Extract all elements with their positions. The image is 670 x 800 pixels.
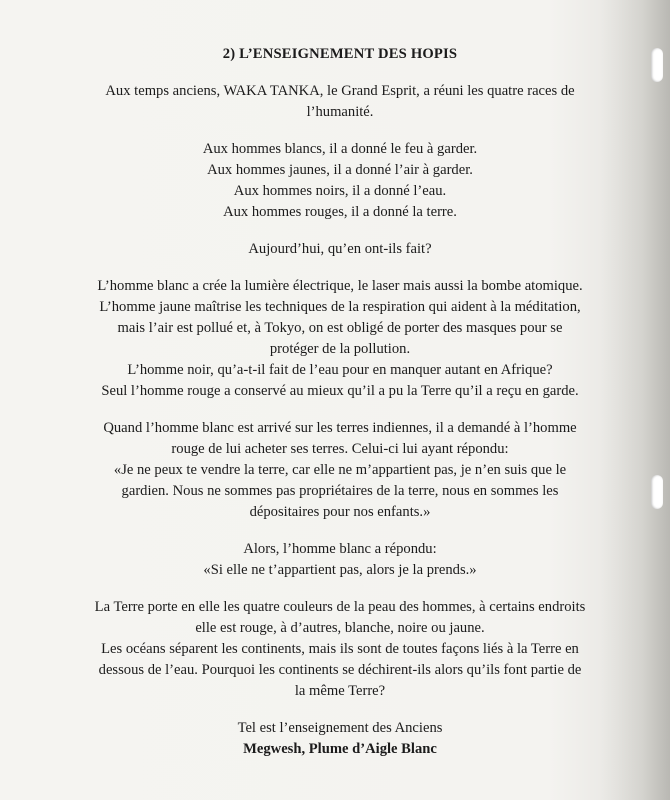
paragraph-deeds bbox=[60, 276, 620, 402]
text-line: Aux hommes jaunes, il a donné l’air à garder. bbox=[207, 162, 473, 178]
binder-hole-bottom bbox=[651, 475, 663, 509]
page-title: 2) L’ENSEIGNEMENT DES HOPIS bbox=[222, 46, 458, 62]
text-line: Aujourd’hui, qu’en ont-ils fait? bbox=[248, 241, 432, 257]
paragraph-earth bbox=[60, 597, 620, 702]
text-line: Quand l’homme blanc est arrivé sur les terres indiennes, il a demandé à l’homme bbox=[103, 420, 577, 436]
paragraph-reply bbox=[60, 539, 620, 581]
paragraph-question bbox=[60, 239, 620, 260]
text-line: Seul l’homme rouge a conservé au mieux qu’il a pu la Terre qu’il a reçu en garde. bbox=[101, 383, 579, 399]
text-line: L’homme jaune maîtrise les techniques de la respiration qui aident à la méditation, bbox=[99, 299, 581, 315]
text-line: «Je ne peux te vendre la terre, car elle ne m’appartient pas, je n’en suis que le bbox=[113, 462, 567, 478]
text-line: protéger de la pollution. bbox=[269, 341, 411, 357]
text-line: gardien. Nous ne sommes pas propriétaires de la terre, nous en sommes les bbox=[121, 483, 559, 499]
binder-hole-top bbox=[651, 48, 663, 82]
text-line: Aux temps anciens, WAKA TANKA, le Grand Esprit, a réuni les quatre races de bbox=[105, 83, 575, 99]
text-line: elle est rouge, à d’autres, blanche, noire ou jaune. bbox=[195, 620, 485, 636]
text-line: Aux hommes rouges, il a donné la terre. bbox=[223, 204, 457, 220]
text-line: Les océans séparent les continents, mais ils sont de toutes façons liés à la Terre en bbox=[101, 641, 579, 657]
text-line: Alors, l’homme blanc a répondu: bbox=[243, 541, 437, 557]
text-line: la même Terre? bbox=[294, 683, 386, 699]
paragraph-arrival bbox=[60, 418, 620, 523]
signature: Megwesh, Plume d’Aigle Blanc bbox=[243, 741, 437, 757]
text-line: «Si elle ne t’appartient pas, alors je la prends.» bbox=[203, 562, 477, 578]
text-line: l’humanité. bbox=[306, 104, 374, 120]
text-line: La Terre porte en elle les quatre couleurs de la peau des hommes, à certains endroits bbox=[94, 599, 586, 615]
text-line: mais l’air est pollué et, à Tokyo, on est obligé de porter des masques pour se bbox=[117, 320, 563, 336]
text-line: Aux hommes blancs, il a donné le feu à garder. bbox=[202, 141, 478, 157]
text-line: L’homme noir, qu’a-t-il fait de l’eau pour en manquer autant en Afrique? bbox=[127, 362, 553, 378]
text-line: L’homme blanc a crée la lumière électrique, le laser mais aussi la bombe atomique. bbox=[97, 278, 583, 294]
document-body bbox=[60, 44, 620, 760]
text-line: dépositaires pour nos enfants.» bbox=[249, 504, 431, 520]
text-line: Aux hommes noirs, il a donné l’eau. bbox=[233, 183, 447, 199]
paragraph-intro bbox=[60, 81, 620, 123]
closing-line: Tel est l’enseignement des Anciens bbox=[237, 720, 443, 736]
closing-block bbox=[60, 718, 620, 760]
paragraph-gifts bbox=[60, 139, 620, 223]
text-line: rouge de lui acheter ses terres. Celui-ci lui ayant répondu: bbox=[171, 441, 509, 457]
text-line: dessous de l’eau. Pourquoi les continents se déchirent-ils alors qu’ils font partie de bbox=[98, 662, 582, 678]
